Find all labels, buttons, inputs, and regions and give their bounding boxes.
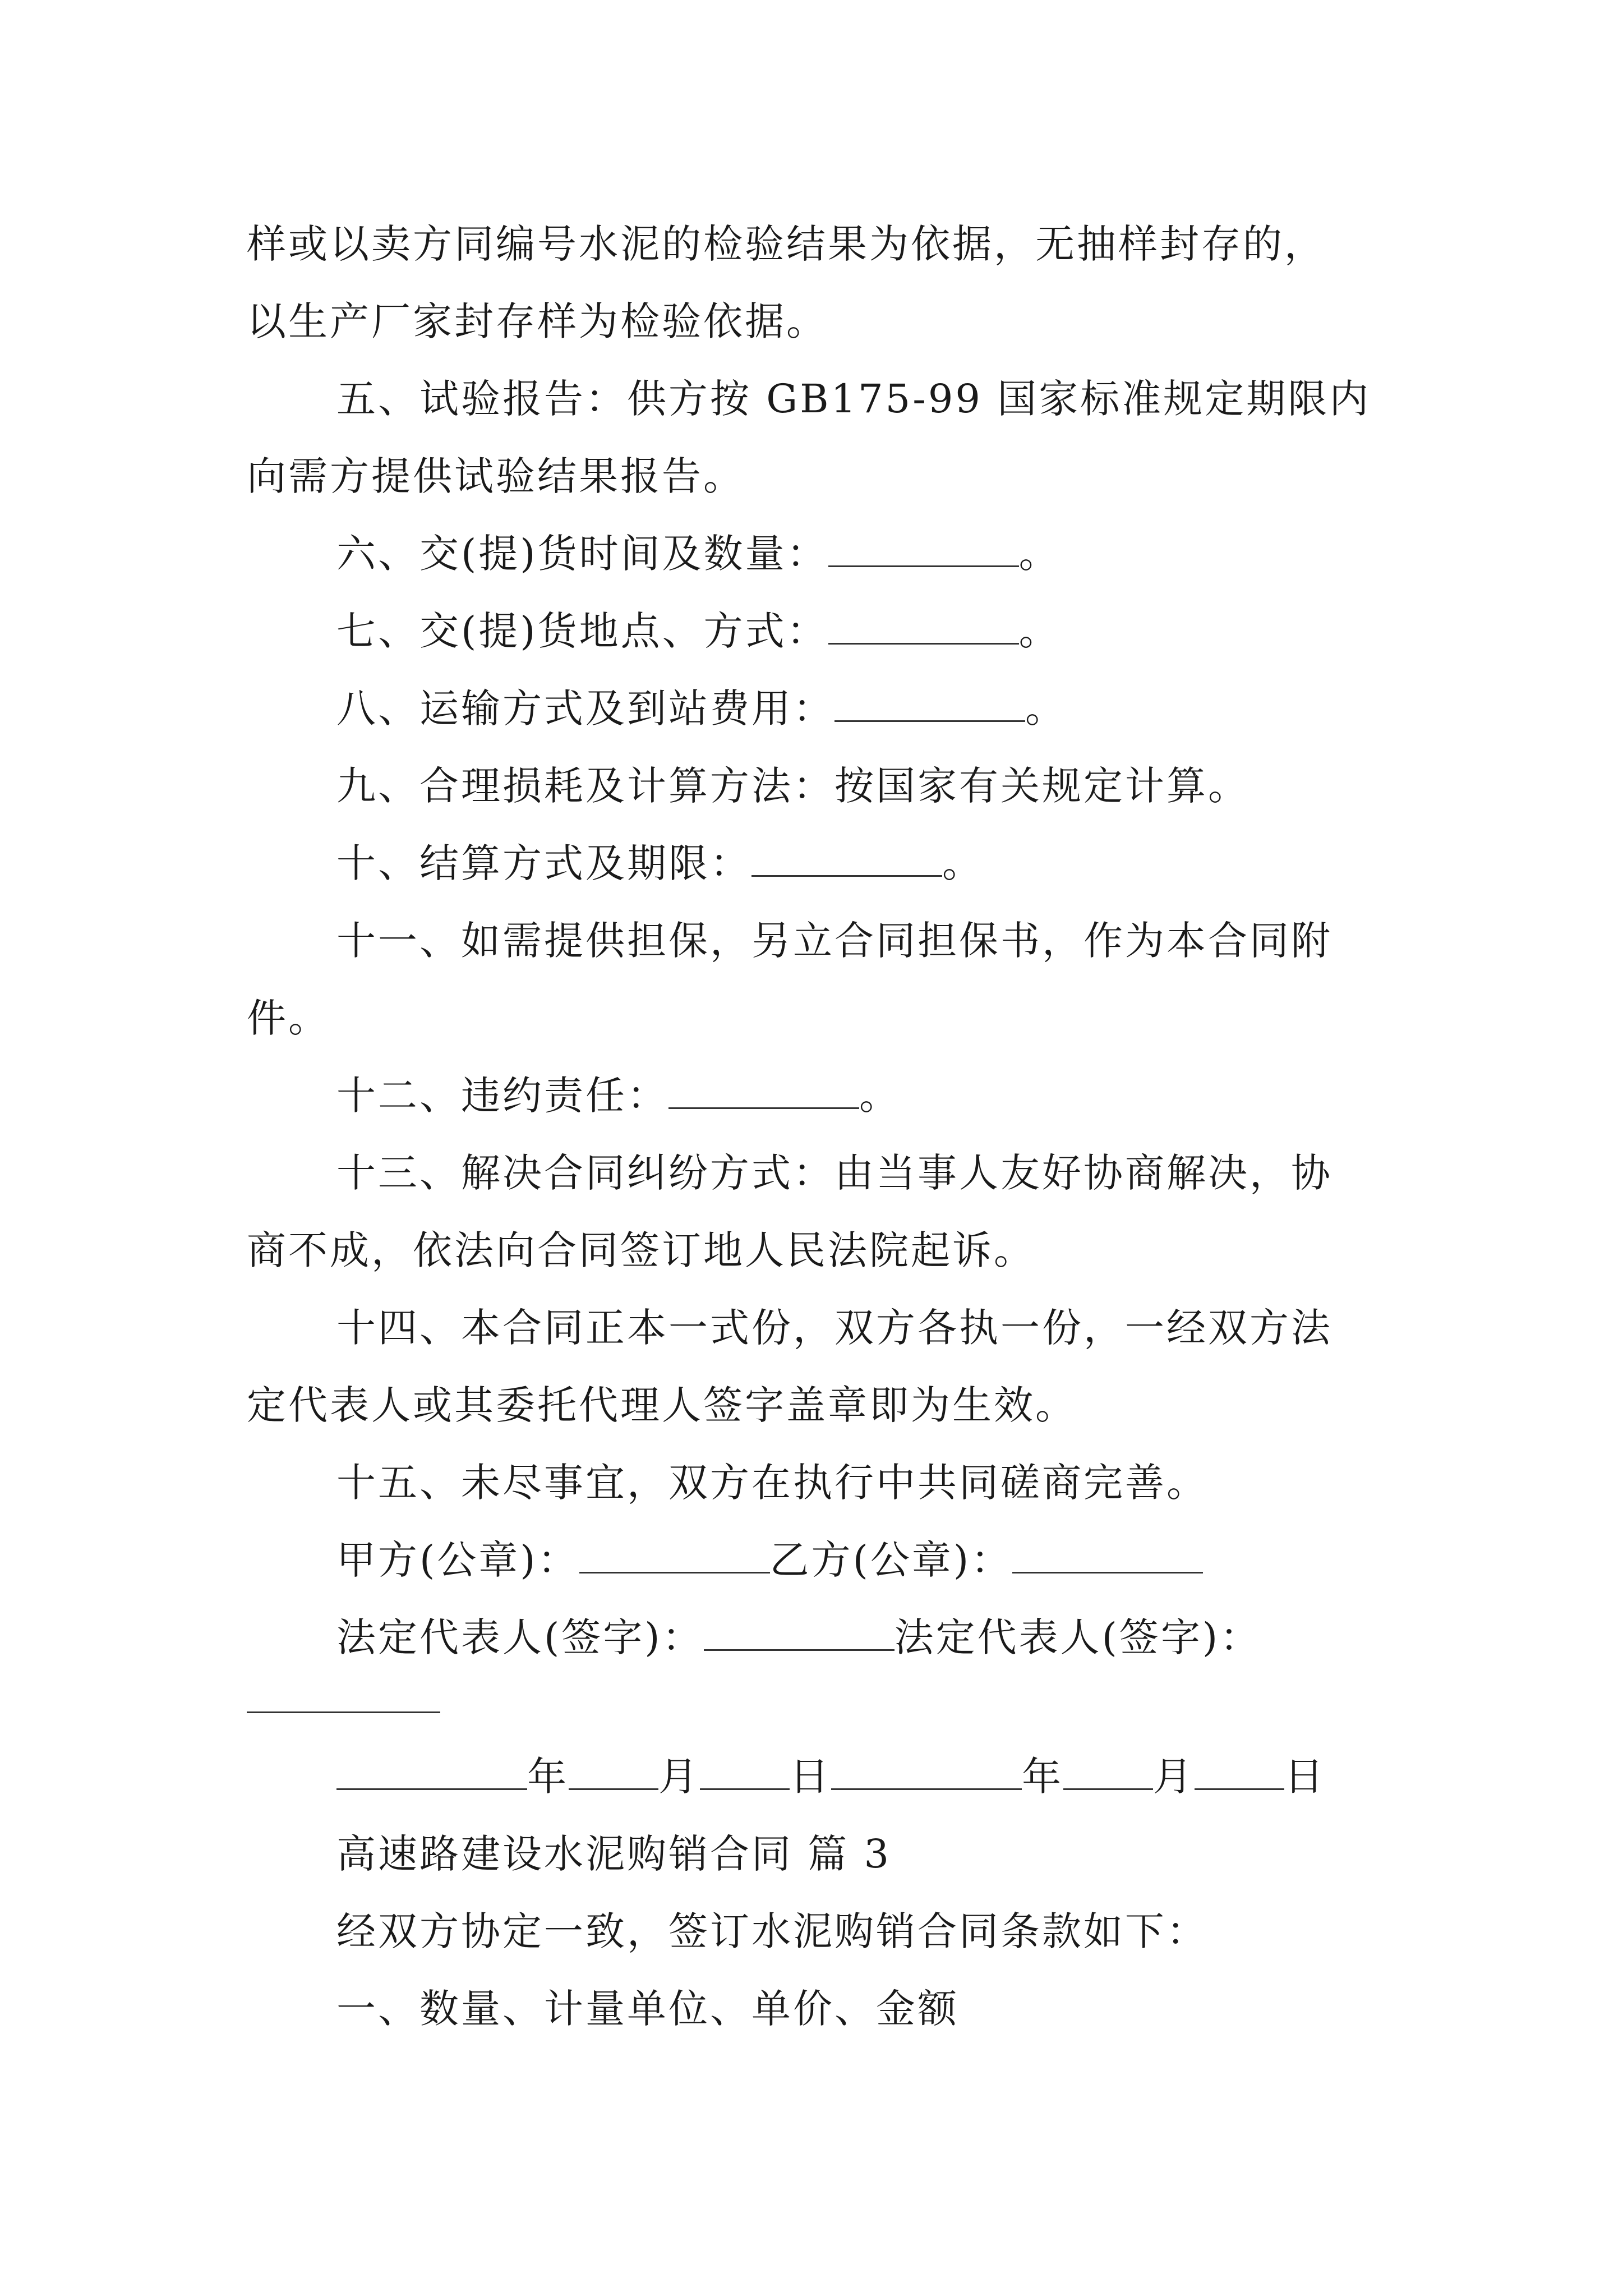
year-blank[interactable]: [336, 1788, 527, 1790]
clause-13: 十三、解决合同纠纷方式：由当事人友好协商解决，协: [336, 1150, 1332, 1196]
month-label: 月: [658, 1754, 700, 1800]
paragraph-line: 定代表人或其委托代理人签字盖章即为生效。: [247, 1382, 1077, 1428]
clause-15: 十五、未尽事宜，双方在执行中共同磋商完善。: [336, 1460, 1208, 1506]
clause-7: [336, 608, 1061, 654]
period: 。: [1025, 685, 1067, 731]
month-blank[interactable]: [569, 1788, 658, 1790]
clause-10: [336, 840, 984, 886]
fill-blank[interactable]: [751, 875, 942, 877]
year-blank[interactable]: [831, 1788, 1022, 1790]
date-line: [336, 1754, 1326, 1800]
clause-11: 十一、如需提供担保，另立合同担保书，作为本合同附: [336, 918, 1332, 964]
party-b-label: 乙方(公章)：: [769, 1537, 1013, 1583]
clause-6-text: 六、交(提)货时间及数量：: [336, 531, 828, 577]
intro-text: 经双方协定一致，签订水泥购销合同条款如下：: [336, 1908, 1208, 1954]
period: 。: [1018, 608, 1061, 654]
paragraph-line: 商不成，依法向合同签订地人民法院起诉。: [247, 1227, 1035, 1273]
clause-5: 五、试验报告：供方按 GB175-99 国家标准规定期限内: [336, 376, 1371, 422]
party-b-blank[interactable]: [1012, 1571, 1203, 1573]
section-title: 高速路建设水泥购销合同 篇 3: [336, 1831, 892, 1877]
fill-blank[interactable]: [668, 1107, 859, 1109]
clause-9: 九、合理损耗及计算方法：按国家有关规定计算。: [336, 763, 1249, 809]
fill-blank[interactable]: [828, 565, 1019, 567]
paragraph-line: 向需方提供试验结果报告。: [247, 453, 745, 499]
day-blank[interactable]: [1195, 1788, 1284, 1790]
representative-line: [336, 1614, 1262, 1660]
period: 。: [942, 840, 984, 886]
clause-1-heading: 一、数量、计量单位、单价、金额: [336, 1986, 959, 2032]
year-label: 年: [527, 1754, 569, 1800]
month-label: 月: [1153, 1754, 1195, 1800]
clause-7-text: 七、交(提)货地点、方式：: [336, 608, 828, 654]
period: 。: [859, 1073, 901, 1119]
rep-b-label: 法定代表人(签字)：: [894, 1614, 1262, 1660]
paragraph-line: 以生产厂家封存样为检验依据。: [247, 298, 828, 344]
fill-blank[interactable]: [828, 642, 1019, 645]
clause-6: [336, 531, 1061, 577]
clause-8-text: 八、运输方式及到站费用：: [336, 685, 834, 731]
paragraph-line: 样或以卖方同编号水泥的检验结果为依据，无抽样封存的，: [247, 221, 1326, 267]
year-label: 年: [1022, 1754, 1063, 1800]
fill-blank[interactable]: [834, 720, 1025, 722]
seal-line: [336, 1537, 1203, 1583]
party-a-label: 甲方(公章)：: [336, 1537, 579, 1583]
clause-12-text: 十二、违约责任：: [336, 1073, 668, 1119]
day-label: 日: [790, 1754, 831, 1800]
day-blank[interactable]: [700, 1788, 790, 1790]
clause-8: [336, 685, 1067, 731]
period: 。: [1018, 531, 1061, 577]
rep-a-label: 法定代表人(签字)：: [336, 1614, 704, 1660]
party-a-blank[interactable]: [579, 1571, 770, 1573]
rep-a-blank[interactable]: [704, 1649, 895, 1651]
clause-12: [336, 1073, 901, 1119]
day-label: 日: [1284, 1754, 1326, 1800]
clause-14: 十四、本合同正本一式份，双方各执一份，一经双方法: [336, 1305, 1332, 1351]
month-blank[interactable]: [1063, 1788, 1153, 1790]
rep-b-blank[interactable]: [247, 1711, 440, 1713]
clause-10-text: 十、结算方式及期限：: [336, 840, 751, 886]
paragraph-line: 件。: [247, 995, 330, 1041]
